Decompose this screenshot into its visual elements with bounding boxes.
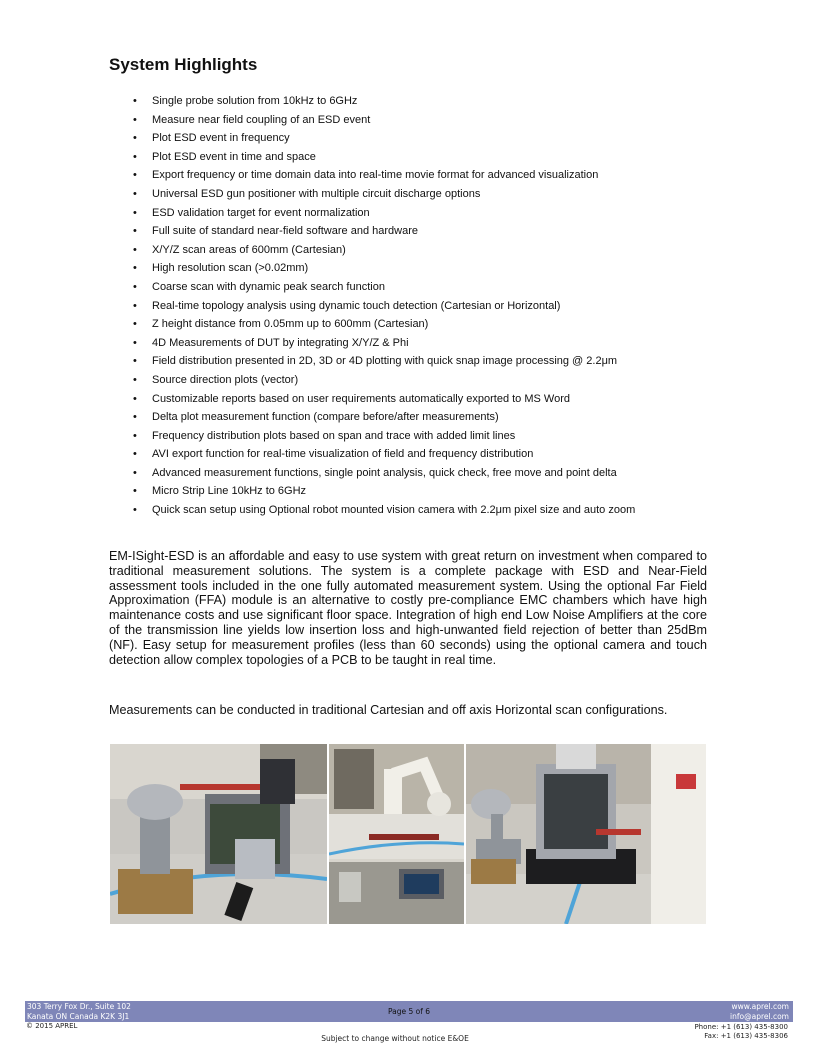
highlight-item xyxy=(109,371,749,390)
highlight-text: High resolution scan (>0.02mm) xyxy=(152,262,309,275)
highlight-item xyxy=(109,427,749,446)
bullet-icon: • xyxy=(133,206,137,219)
highlight-item xyxy=(109,166,749,185)
highlight-text: Measure near field coupling of an ESD event xyxy=(152,113,371,126)
highlight-text: Coarse scan with dynamic peak search function xyxy=(152,280,385,293)
bullet-icon: • xyxy=(133,504,137,517)
bullet-icon: • xyxy=(133,225,137,238)
highlight-item xyxy=(109,129,749,148)
highlight-text: Plot ESD event in frequency xyxy=(152,132,290,145)
bullet-icon: • xyxy=(133,466,137,479)
footer-bar xyxy=(25,1001,793,1022)
highlight-item xyxy=(109,278,749,297)
bullet-icon: • xyxy=(133,336,137,349)
photo-horizontal-scan xyxy=(466,744,706,924)
highlight-item xyxy=(109,464,749,483)
fax: Fax: +1 (613) 435-8306 xyxy=(704,1031,788,1040)
notice: Subject to change without notice E&OE xyxy=(321,1034,469,1043)
address-line-2: Kanata ON Canada K2K 3J1 xyxy=(27,1011,130,1021)
highlight-item xyxy=(109,315,749,334)
highlight-text: Export frequency or time domain data into real-time movie format for advanced visualization xyxy=(152,169,599,182)
bullet-icon: • xyxy=(133,355,137,368)
highlight-item xyxy=(109,297,749,316)
bullet-icon: • xyxy=(133,299,137,312)
highlight-text: ESD validation target for event normalization xyxy=(152,206,370,219)
highlight-item xyxy=(109,241,749,260)
highlight-item xyxy=(109,501,749,520)
highlight-item xyxy=(109,334,749,353)
highlight-item xyxy=(109,222,749,241)
address-line-1: 303 Terry Fox Dr., Suite 102 xyxy=(27,1002,131,1011)
bullet-icon: • xyxy=(133,150,137,163)
highlight-text: Micro Strip Line 10kHz to 6GHz xyxy=(152,485,307,498)
description-paragraph: EM-ISight-ESD is an affordable and easy to use system with great return on investment when compared to traditional measurement solutions. The system is a complete package with ESD and Near-Field assessment tools included in the one fully automated measurement system. Using the optional Far Field Approximation (FFA) module is an alternative to costly pre-compliance EMC chambers which have high maintenance costs and use significant floor space. Integration of high end Low Noise Amplifiers at the core of the transmission line yields low insertion loss and high-unwanted field rejection of better than 25dBm (NF). Easy setup for measurement profiles (less than 60 seconds) using the optional camera and touch detection allow complex topologies of a PCB to be taught in real time. xyxy=(109,549,707,667)
highlight-text: Z height distance from 0.05mm up to 600mm (Cartesian) xyxy=(152,318,429,331)
highlight-text: Universal ESD gun positioner with multiple circuit discharge options xyxy=(152,187,481,200)
highlight-text: Delta plot measurement function (compare before/after measurements) xyxy=(152,411,499,424)
highlight-text: Single probe solution from 10kHz to 6GHz xyxy=(152,95,358,107)
highlight-item xyxy=(109,352,749,371)
photo-esd-gun-positioner xyxy=(110,744,327,924)
highlight-item xyxy=(109,408,749,427)
bullet-icon: • xyxy=(133,95,137,107)
highlight-item xyxy=(109,92,749,111)
highlight-text: Field distribution presented in 2D, 3D or 4D plotting with quick snap image processing @ 2.2μm xyxy=(152,355,618,368)
email-link[interactable]: info@aprel.com xyxy=(730,1011,789,1021)
section-heading: System Highlights xyxy=(109,55,258,74)
highlight-item xyxy=(109,390,749,409)
bullet-icon: • xyxy=(133,187,137,200)
contact-links xyxy=(730,1002,789,1021)
highlight-text: X/Y/Z scan areas of 600mm (Cartesian) xyxy=(152,243,346,256)
highlight-text: 4D Measurements of DUT by integrating X/Y/Z & Phi xyxy=(152,336,409,349)
bullet-icon: • xyxy=(133,392,137,405)
highlight-text: Full suite of standard near-field software and hardware xyxy=(152,225,418,238)
highlight-item xyxy=(109,111,749,130)
highlight-item xyxy=(109,204,749,223)
bullet-icon: • xyxy=(133,373,137,386)
highlight-text: Advanced measurement functions, single point analysis, quick check, free move and point delta xyxy=(152,466,617,479)
bullet-icon: • xyxy=(133,448,137,461)
website-link[interactable]: www.aprel.com xyxy=(731,1002,789,1011)
bullet-icon: • xyxy=(133,318,137,331)
bullet-icon: • xyxy=(133,169,137,182)
highlight-text: Real-time topology analysis using dynamic touch detection (Cartesian or Horizontal) xyxy=(152,299,561,312)
highlight-item xyxy=(109,259,749,278)
bullet-icon: • xyxy=(133,262,137,275)
page-number: Page 5 of 6 xyxy=(387,1007,431,1016)
highlight-item xyxy=(109,445,749,464)
bullet-icon: • xyxy=(133,485,137,498)
bullet-icon: • xyxy=(133,132,137,145)
highlight-item xyxy=(109,148,749,167)
highlight-text: AVI export function for real-time visualization of field and frequency distribution xyxy=(152,448,534,461)
phone: Phone: +1 (613) 435-8300 xyxy=(694,1023,788,1031)
bullet-icon: • xyxy=(133,243,137,256)
highlight-text: Frequency distribution plots based on span and trace with added limit lines xyxy=(152,429,516,442)
bullet-icon: • xyxy=(133,429,137,442)
highlight-item xyxy=(109,482,749,501)
scan-config-paragraph: Measurements can be conducted in traditional Cartesian and off axis Horizontal scan configurations. xyxy=(109,703,668,717)
highlights-list xyxy=(109,92,749,520)
copyright: © 2015 APREL xyxy=(26,1022,78,1030)
photo-robot-arm-setup xyxy=(329,744,464,924)
highlight-text: Plot ESD event in time and space xyxy=(152,150,316,163)
bullet-icon: • xyxy=(133,113,137,126)
bullet-icon: • xyxy=(133,280,137,293)
bullet-icon: • xyxy=(133,411,137,424)
highlight-item xyxy=(109,185,749,204)
highlight-text: Quick scan setup using Optional robot mounted vision camera with 2.2μm pixel size and auto zoom xyxy=(152,504,636,517)
highlight-text: Customizable reports based on user requirements automatically exported to MS Word xyxy=(152,392,570,405)
highlight-text: Source direction plots (vector) xyxy=(152,373,299,386)
